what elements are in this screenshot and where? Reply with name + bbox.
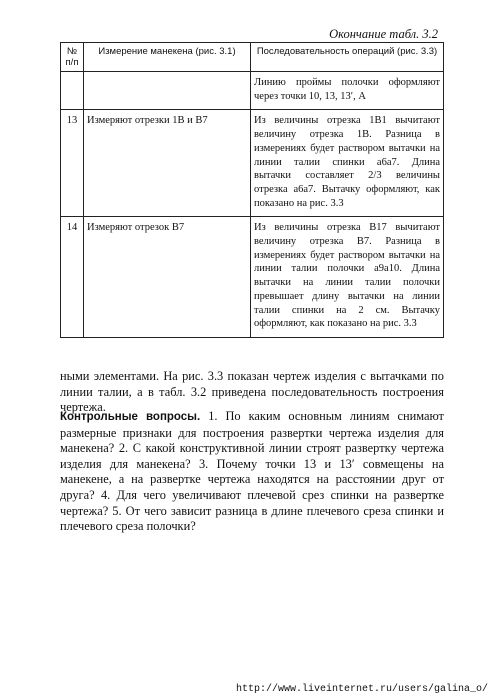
row-operations: Из величины отрезка В17 вычитают величину отрезка В7. Разница в измерениях будет раствором вытачки на линии талии полочки а9а10. Длина вытачки на линии талии полочки превышает длину вытачки на линии талии спинки на 2 см. Вытачку оформляют, как показано на рис. 3.3 bbox=[251, 217, 444, 338]
row-measurement bbox=[84, 72, 251, 110]
table-header-row bbox=[61, 43, 444, 72]
operations-table bbox=[60, 42, 444, 338]
row-number: 13 bbox=[61, 110, 84, 217]
row-number: 14 bbox=[61, 217, 84, 338]
questions-heading: Контрольные вопросы. bbox=[60, 411, 201, 423]
table-row bbox=[61, 72, 444, 110]
table-row bbox=[61, 217, 444, 338]
source-url: http://www.liveinternet.ru/users/galina_o/ bbox=[235, 684, 488, 695]
body-paragraph: ными элементами. На рис. 3.3 показан чертеж изделия с вытачками по линии талии, а в табл. 3.2 приведена последовательность построения чертежа. bbox=[60, 369, 444, 415]
row-operations: Линию проймы полочки оформляют через точки 10, 13, 13′, А bbox=[251, 72, 444, 110]
table-row bbox=[61, 110, 444, 217]
row-operations: Из величины отрезка 1В1 вычитают величину отрезка 1В. Разница в измерениях будет раствором вытачки на линии талии спинки а6а7. Длина вытачки составляет 2/3 величины отрезка а6а7. Вытачку оформляют, как показано на рис. 3.3 bbox=[251, 110, 444, 217]
row-measurement: Измеряют отрезок В7 bbox=[84, 217, 251, 338]
row-measurement: Измеряют отрезки 1В и В7 bbox=[84, 110, 251, 217]
table-caption: Окончание табл. 3.2 bbox=[329, 27, 438, 41]
header-measurement: Измерение манекена (рис. 3.1) bbox=[84, 43, 251, 72]
control-questions bbox=[60, 409, 444, 535]
header-number: № п/п bbox=[61, 43, 84, 72]
row-number bbox=[61, 72, 84, 110]
header-operations: Последовательность операций (рис. 3.3) bbox=[251, 43, 444, 72]
questions-text: 1. По каким основным линиям снимают размерные признаки для построения развертки чертежа изделия для манекена? 2. С какой конструктивной линии строят развертку чертежа изделия для манекена? 3. Почему точки 13 и 13′ совмещены на манекене, а на развертке чертежа находятся на расстоянии друг от друга? 4. Для чего увеличивают плечевой срез спинки на развертке чертежа? 5. От чего зависит разница в длине плечевого среза спинки и плечевого среза полочки? bbox=[60, 409, 444, 534]
